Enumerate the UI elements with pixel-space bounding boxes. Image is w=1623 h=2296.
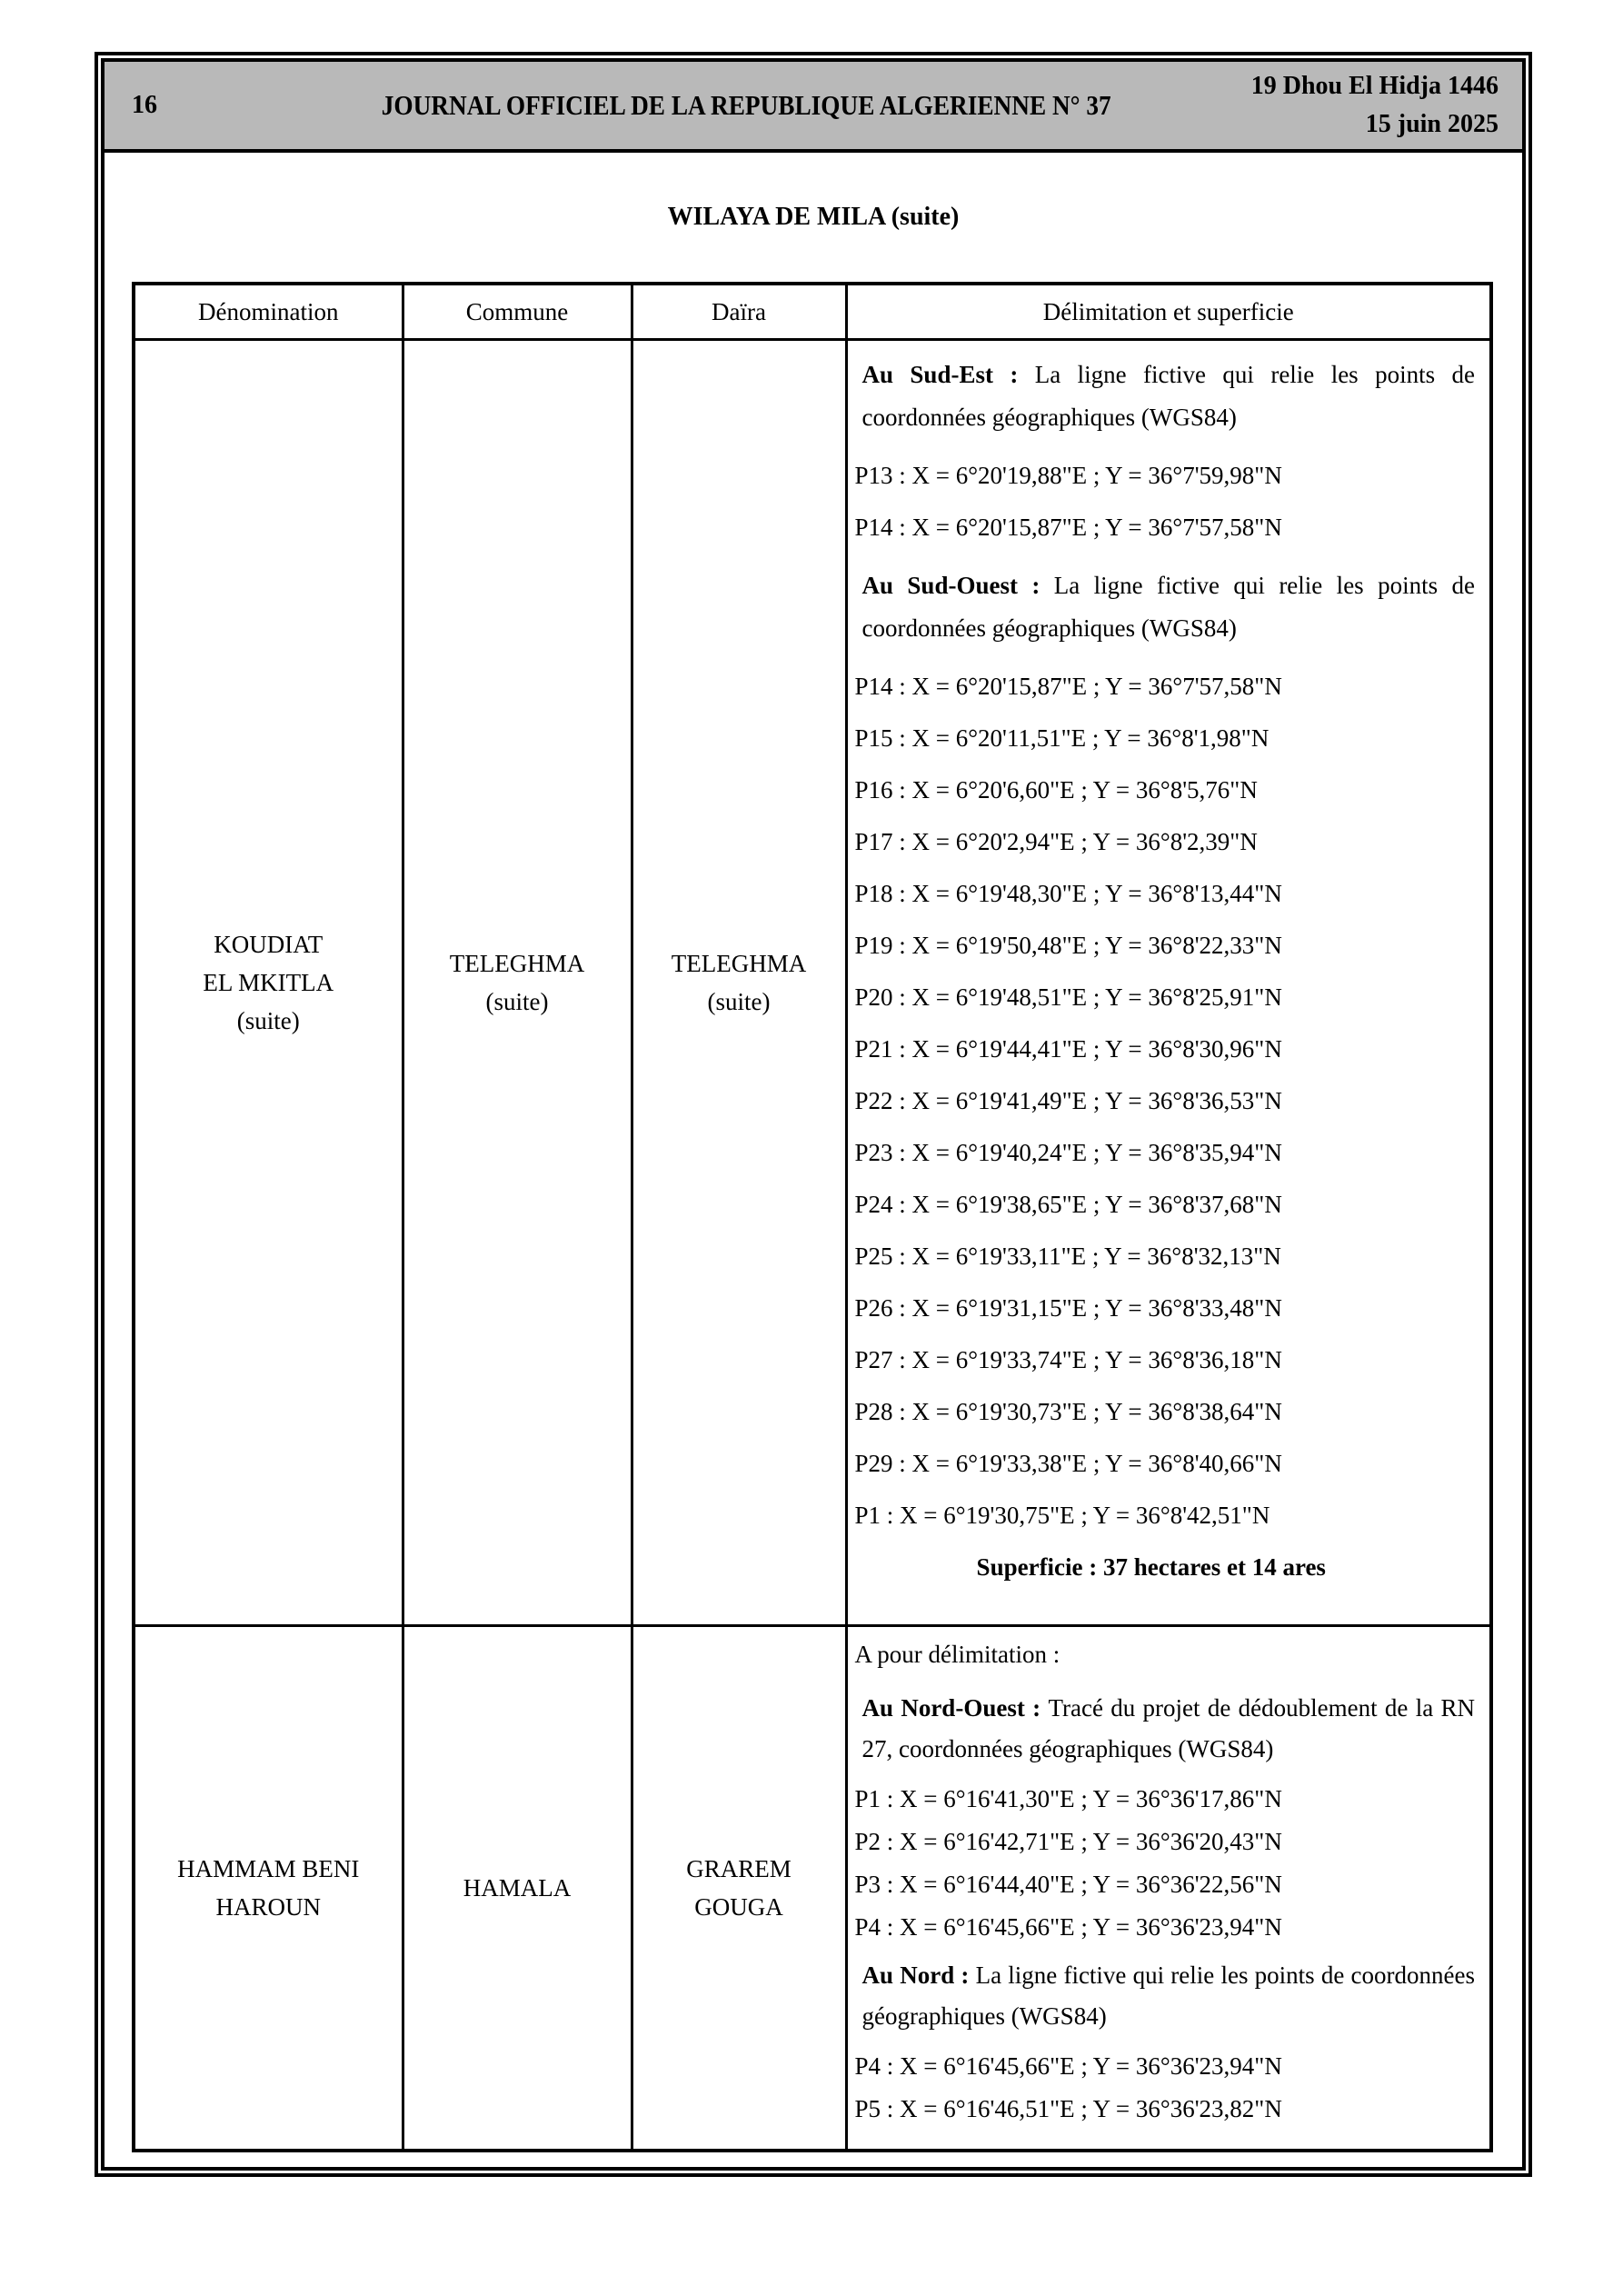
- delimitation-intro: A pour délimitation :: [854, 1641, 1060, 1668]
- section-title: WILAYA DE MILA (suite): [667, 203, 960, 231]
- coordinate-line: P17 : X = 6°20'2,94"E ; Y = 36°8'2,39"N: [854, 828, 1258, 855]
- commune-cell: [403, 1626, 632, 2151]
- page-frame: [95, 52, 1532, 2177]
- denomination-cell-line: EL MKITLA: [203, 969, 334, 996]
- column-header-delimitation: Délimitation et superficie: [846, 284, 1491, 340]
- date-block: [1251, 67, 1499, 144]
- coordinate-line: P20 : X = 6°19'48,51"E ; Y = 36°8'25,91"N: [854, 983, 1282, 1011]
- coordinate-line: P29 : X = 6°19'33,38"E ; Y = 36°8'40,66"N: [854, 1450, 1282, 1477]
- coordinate-line: P15 : X = 6°20'11,51"E ; Y = 36°8'1,98"N: [854, 724, 1270, 752]
- coordinate-line: P3 : X = 6°16'44,40"E ; Y = 36°36'22,56"N: [854, 1871, 1282, 1898]
- coordinate-line: P13 : X = 6°20'19,88"E ; Y = 36°7'59,98"N: [854, 462, 1282, 489]
- table-header-row: [134, 284, 1491, 340]
- column-header-commune: Commune: [403, 284, 632, 340]
- commune-cell-line: (suite): [485, 988, 549, 1015]
- delimitation-paragraph: Au Nord-Ouest : Tracé du projet de dédoublement de la RN 27, coordonnées géographiques (WGS84): [861, 1694, 1475, 1762]
- coordinate-line: P16 : X = 6°20'6,60"E ; Y = 36°8'5,76"N: [854, 776, 1258, 804]
- denomination-cell: [134, 1626, 403, 2151]
- coordinate-line: P25 : X = 6°19'33,11"E ; Y = 36°8'32,13"N: [854, 1243, 1281, 1270]
- direction-label: Au Sud-Ouest :: [861, 572, 1054, 599]
- coordinate-line: P24 : X = 6°19'38,65"E ; Y = 36°8'37,68"N: [854, 1191, 1282, 1218]
- journal-title: JOURNAL OFFICIEL DE LA REPUBLIQUE ALGERIENNE N° 37: [381, 89, 1111, 121]
- coordinate-line: P22 : X = 6°19'41,49"E ; Y = 36°8'36,53"N: [854, 1087, 1282, 1114]
- column-header-denomination: Dénomination: [134, 284, 403, 340]
- daira-cell: [632, 1626, 846, 2151]
- daira-cell-line: GOUGA: [694, 1893, 783, 1921]
- header-band: [105, 62, 1522, 153]
- direction-label: Au Nord :: [861, 1962, 976, 1989]
- superficie-line: Superficie : 37 hectares et 14 ares: [976, 1553, 1326, 1581]
- table-row: [134, 1626, 1491, 2151]
- commune-cell-line: TELEGHMA: [449, 950, 585, 977]
- denomination-cell-line: (suite): [236, 1007, 300, 1034]
- delimitation-paragraph: Au Sud-Ouest : La ligne fictive qui relie les points de coordonnées géographiques (WGS84): [861, 572, 1475, 642]
- delimitation-cell: [846, 340, 1491, 1626]
- page-number: 16: [132, 91, 157, 119]
- daira-cell-line: GRAREM: [686, 1855, 792, 1882]
- coordinate-line: P4 : X = 6°16'45,66"E ; Y = 36°36'23,94"N: [854, 2052, 1282, 2080]
- coordinate-line: P18 : X = 6°19'48,30"E ; Y = 36°8'13,44"N: [854, 880, 1282, 907]
- delimitation-paragraph: Au Sud-Est : La ligne fictive qui relie les points de coordonnées géographiques (WGS84): [861, 361, 1475, 431]
- delimitation-cell: [846, 1626, 1491, 2151]
- commune-cell-line: HAMALA: [463, 1874, 572, 1902]
- table-body: [134, 340, 1491, 2151]
- coordinate-line: P1 : X = 6°16'41,30"E ; Y = 36°36'17,86"N: [854, 1785, 1282, 1812]
- daira-cell-line: (suite): [707, 988, 771, 1015]
- coordinate-line: P4 : X = 6°16'45,66"E ; Y = 36°36'23,94"N: [854, 1913, 1282, 1941]
- coordinate-line: P27 : X = 6°19'33,74"E ; Y = 36°8'36,18"N: [854, 1346, 1282, 1373]
- coordinate-line: P2 : X = 6°16'42,71"E ; Y = 36°36'20,43"N: [854, 1828, 1282, 1855]
- coordinate-line: P21 : X = 6°19'44,41"E ; Y = 36°8'30,96"N: [854, 1035, 1282, 1063]
- table-row: [134, 340, 1491, 1626]
- coordinate-line: P14 : X = 6°20'15,87"E ; Y = 36°7'57,58"N: [854, 514, 1282, 541]
- date-gregorian: 15 juin 2025: [1365, 110, 1499, 138]
- daira-cell-line: TELEGHMA: [671, 950, 807, 977]
- direction-label: Au Nord-Ouest :: [861, 1694, 1049, 1722]
- coordinate-line: P5 : X = 6°16'46,51"E ; Y = 36°36'23,82"N: [854, 2095, 1282, 2122]
- denomination-cell-line: KOUDIAT: [214, 931, 324, 958]
- daira-cell: [632, 340, 846, 1626]
- commune-cell: [403, 340, 632, 1626]
- coordinate-line: P23 : X = 6°19'40,24"E ; Y = 36°8'35,94"N: [854, 1139, 1282, 1166]
- direction-label: Au Sud-Est :: [861, 361, 1035, 388]
- column-header-daira: Daïra: [632, 284, 846, 340]
- denomination-cell-line: HAROUN: [215, 1893, 321, 1921]
- denomination-cell-line: HAMMAM BENI: [177, 1855, 360, 1882]
- coordinate-line: P1 : X = 6°19'30,75"E ; Y = 36°8'42,51"N: [854, 1502, 1270, 1529]
- coordinate-line: P19 : X = 6°19'50,48"E ; Y = 36°8'22,33"N: [854, 932, 1282, 959]
- delimitation-table: [132, 282, 1493, 2152]
- coordinate-line: P26 : X = 6°19'31,15"E ; Y = 36°8'33,48"N: [854, 1294, 1282, 1322]
- delimitation-paragraph: Au Nord : La ligne fictive qui relie les points de coordonnées géographiques (WGS84): [861, 1962, 1475, 2030]
- page-frame-inner: [101, 58, 1526, 2171]
- journal-title-wrap: [241, 89, 1251, 122]
- denomination-cell: [134, 340, 403, 1626]
- date-hijri: 19 Dhou El Hidja 1446: [1250, 72, 1499, 100]
- coordinate-line: P28 : X = 6°19'30,73"E ; Y = 36°8'38,64"N: [854, 1398, 1282, 1425]
- coordinate-line: P14 : X = 6°20'15,87"E ; Y = 36°7'57,58"N: [854, 673, 1282, 700]
